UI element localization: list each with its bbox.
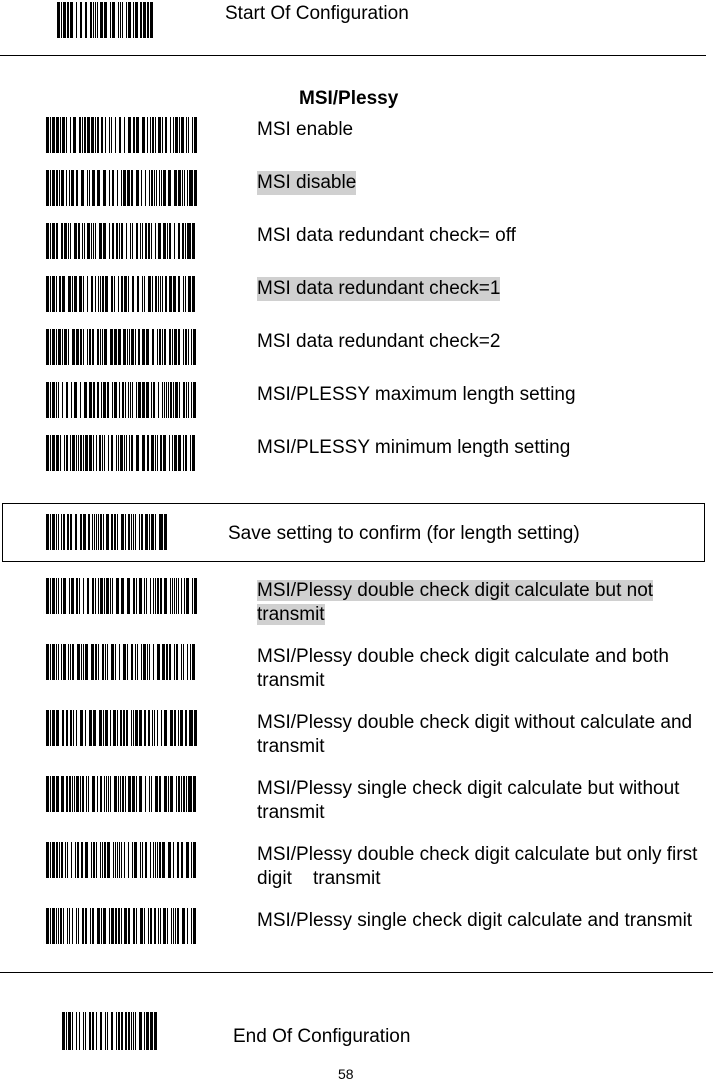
option-max-length: MSI/PLESSY maximum length setting xyxy=(257,384,576,405)
barcode-save-setting xyxy=(46,514,170,550)
barcode-double-calc-not-transmit xyxy=(46,578,198,614)
option-double-calc-not-transmit xyxy=(257,579,707,627)
page-number: 58 xyxy=(338,1066,354,1082)
option-msi-disable: MSI disable xyxy=(257,172,357,193)
option-single-calc-transmit: MSI/Plessy single check digit calculate and transmit xyxy=(257,910,693,931)
option-redundant-1: MSI data redundant check=1 xyxy=(257,278,501,299)
start-config-label: Start Of Configuration xyxy=(225,3,409,24)
start-config-barcode xyxy=(57,2,156,38)
barcode-double-no-calc-transmit xyxy=(46,710,198,746)
option-double-calc-not-transmit-text: MSI/Plessy double check digit calculate but not transmit xyxy=(257,580,654,625)
option-redundant-off: MSI data redundant check= off xyxy=(257,225,516,246)
barcode-redundant-off xyxy=(46,223,198,259)
option-double-no-calc-transmit: MSI/Plessy double check digit without calculate and transmit xyxy=(257,712,693,757)
barcode-double-calc-both-transmit xyxy=(46,644,198,680)
barcode-single-calc-no-transmit xyxy=(46,776,198,812)
save-setting-label: Save setting to confirm (for length setting) xyxy=(228,523,580,544)
barcode-min-length xyxy=(46,435,198,471)
option-redundant-2: MSI data redundant check=2 xyxy=(257,331,501,352)
barcode-redundant-2 xyxy=(46,329,198,365)
option-single-calc-no-transmit: MSI/Plessy single check digit calculate but without transmit xyxy=(257,778,680,823)
option-min-length: MSI/PLESSY minimum length setting xyxy=(257,437,571,458)
option-double-calc-both-transmit: MSI/Plessy double check digit calculate and both transmit xyxy=(257,646,669,691)
barcode-redundant-1 xyxy=(46,276,198,312)
end-config-label: End Of Configuration xyxy=(233,1026,411,1047)
barcode-max-length xyxy=(46,382,198,418)
barcode-double-calc-first-digit xyxy=(46,842,198,878)
header-rule xyxy=(0,55,706,56)
barcode-single-calc-transmit xyxy=(46,908,198,944)
footer-rule xyxy=(0,972,713,973)
section-title: MSI/Plessy xyxy=(299,88,399,109)
end-config-barcode xyxy=(62,1012,160,1050)
option-double-calc-first-digit: MSI/Plessy double check digit calculate but only first digit transmit xyxy=(257,844,698,889)
barcode-msi-disable xyxy=(46,170,198,206)
option-msi-enable: MSI enable xyxy=(257,119,354,140)
barcode-msi-enable xyxy=(46,117,198,153)
